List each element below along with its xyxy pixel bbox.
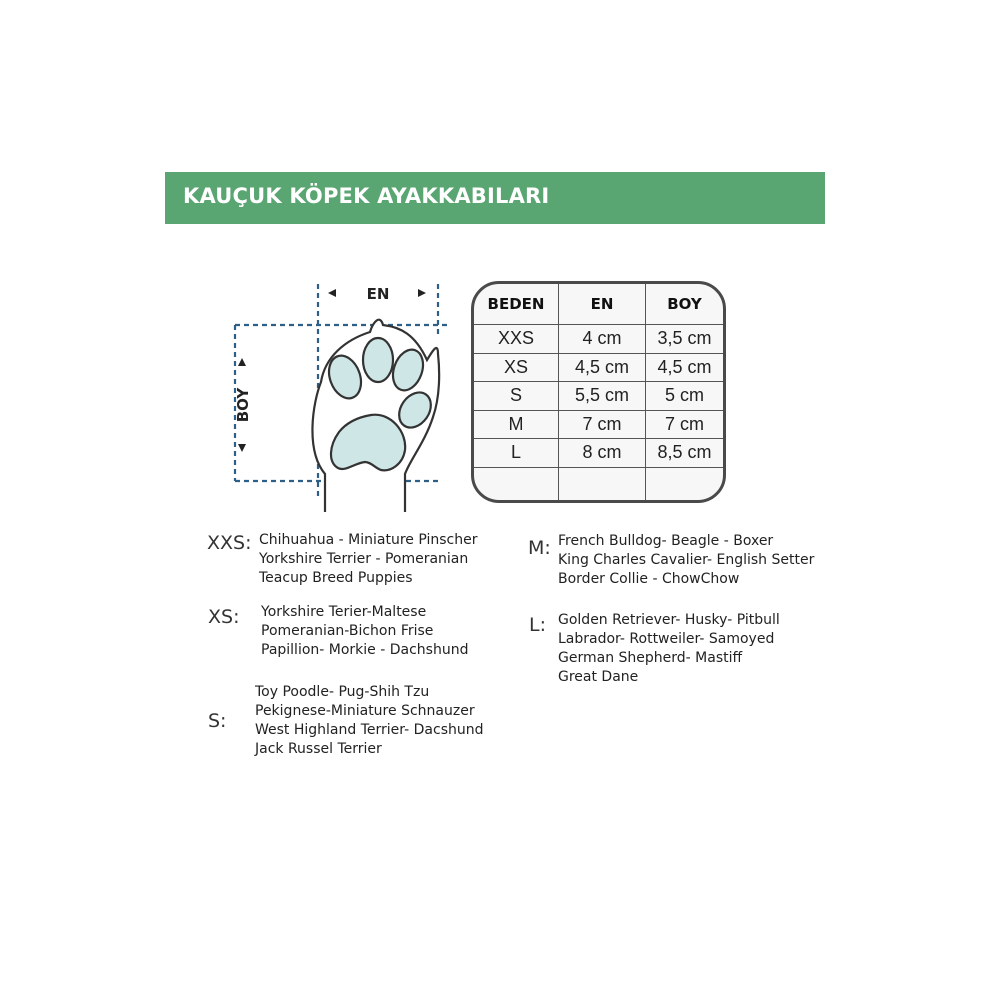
- boy-label: BOY: [234, 387, 252, 423]
- breed-line: German Shepherd- Mastiff: [558, 650, 743, 666]
- table-row: [474, 410, 723, 439]
- table-row-empty: [474, 467, 723, 503]
- header-beden: BEDEN: [474, 284, 559, 325]
- table-row: [474, 382, 723, 411]
- breed-line: Chihuahua - Miniature Pinscher: [259, 532, 478, 548]
- cell-boy: 7 cm: [646, 410, 724, 439]
- cell-boy: 4,5 cm: [646, 353, 724, 382]
- cell-boy: 8,5 cm: [646, 439, 724, 468]
- en-arrow-left-icon: [328, 289, 336, 297]
- breed-line: Yorkshire Terier-Maltese: [261, 604, 427, 620]
- header-boy: BOY: [646, 284, 724, 325]
- breed-line: Teacup Breed Puppies: [259, 570, 413, 586]
- cell-size: XXS: [474, 325, 559, 354]
- breed-line: Toy Poodle- Pug-Shih Tzu: [255, 684, 430, 700]
- header-en: EN: [559, 284, 646, 325]
- boy-arrow-down-icon: [238, 444, 246, 452]
- table-row: [474, 353, 723, 382]
- cell-en: 5,5 cm: [559, 382, 646, 411]
- breed-size-label: XS:: [208, 606, 240, 628]
- cell-boy: 5 cm: [646, 382, 724, 411]
- breed-line: King Charles Cavalier- English Setter: [558, 552, 815, 568]
- breed-line: Golden Retriever- Husky- Pitbull: [558, 612, 780, 628]
- size-chart-table: [471, 281, 726, 503]
- breed-line: French Bulldog- Beagle - Boxer: [558, 533, 774, 549]
- cell-size: XS: [474, 353, 559, 382]
- paw-measurement-diagram: [195, 262, 455, 512]
- breed-list: [558, 611, 780, 687]
- breed-size-label: S:: [208, 710, 227, 732]
- cell-size: L: [474, 439, 559, 468]
- breed-size-label: L:: [529, 614, 546, 636]
- breed-line: Papillion- Morkie - Dachshund: [261, 642, 469, 658]
- cell-boy: 3,5 cm: [646, 325, 724, 354]
- breed-list: [261, 603, 468, 660]
- breed-line: Labrador- Rottweiler- Samoyed: [558, 631, 775, 647]
- breed-size-label: XXS:: [207, 532, 252, 554]
- breed-line: Great Dane: [558, 669, 639, 685]
- page-title: KAUÇUK KÖPEK AYAKKABILARI: [183, 184, 550, 208]
- breed-line: Yorkshire Terrier - Pomeranian: [259, 551, 469, 567]
- boy-arrow-up-icon: [238, 358, 246, 366]
- breed-line: West Highland Terrier- Dacshund: [255, 722, 484, 738]
- table-row: [474, 439, 723, 468]
- cell-size: M: [474, 410, 559, 439]
- breed-list: [259, 531, 477, 588]
- title-banner: [165, 172, 825, 224]
- breed-line: Pekignese-Miniature Schnauzer: [255, 703, 475, 719]
- table-row: [474, 325, 723, 354]
- en-arrow-right-icon: [418, 289, 426, 297]
- cell-en: 4,5 cm: [559, 353, 646, 382]
- breed-line: Border Collie - ChowChow: [558, 571, 740, 587]
- breed-list: [255, 683, 484, 759]
- breed-line: Jack Russel Terrier: [255, 741, 382, 757]
- breed-list: [558, 532, 814, 589]
- cell-size: S: [474, 382, 559, 411]
- breed-line: Pomeranian-Bichon Frise: [261, 623, 434, 639]
- paw-toe-pad-2: [363, 338, 393, 382]
- cell-en: 8 cm: [559, 439, 646, 468]
- cell-en: 7 cm: [559, 410, 646, 439]
- en-label: EN: [366, 285, 390, 303]
- cell-en: 4 cm: [559, 325, 646, 354]
- breed-size-label: M:: [528, 537, 551, 559]
